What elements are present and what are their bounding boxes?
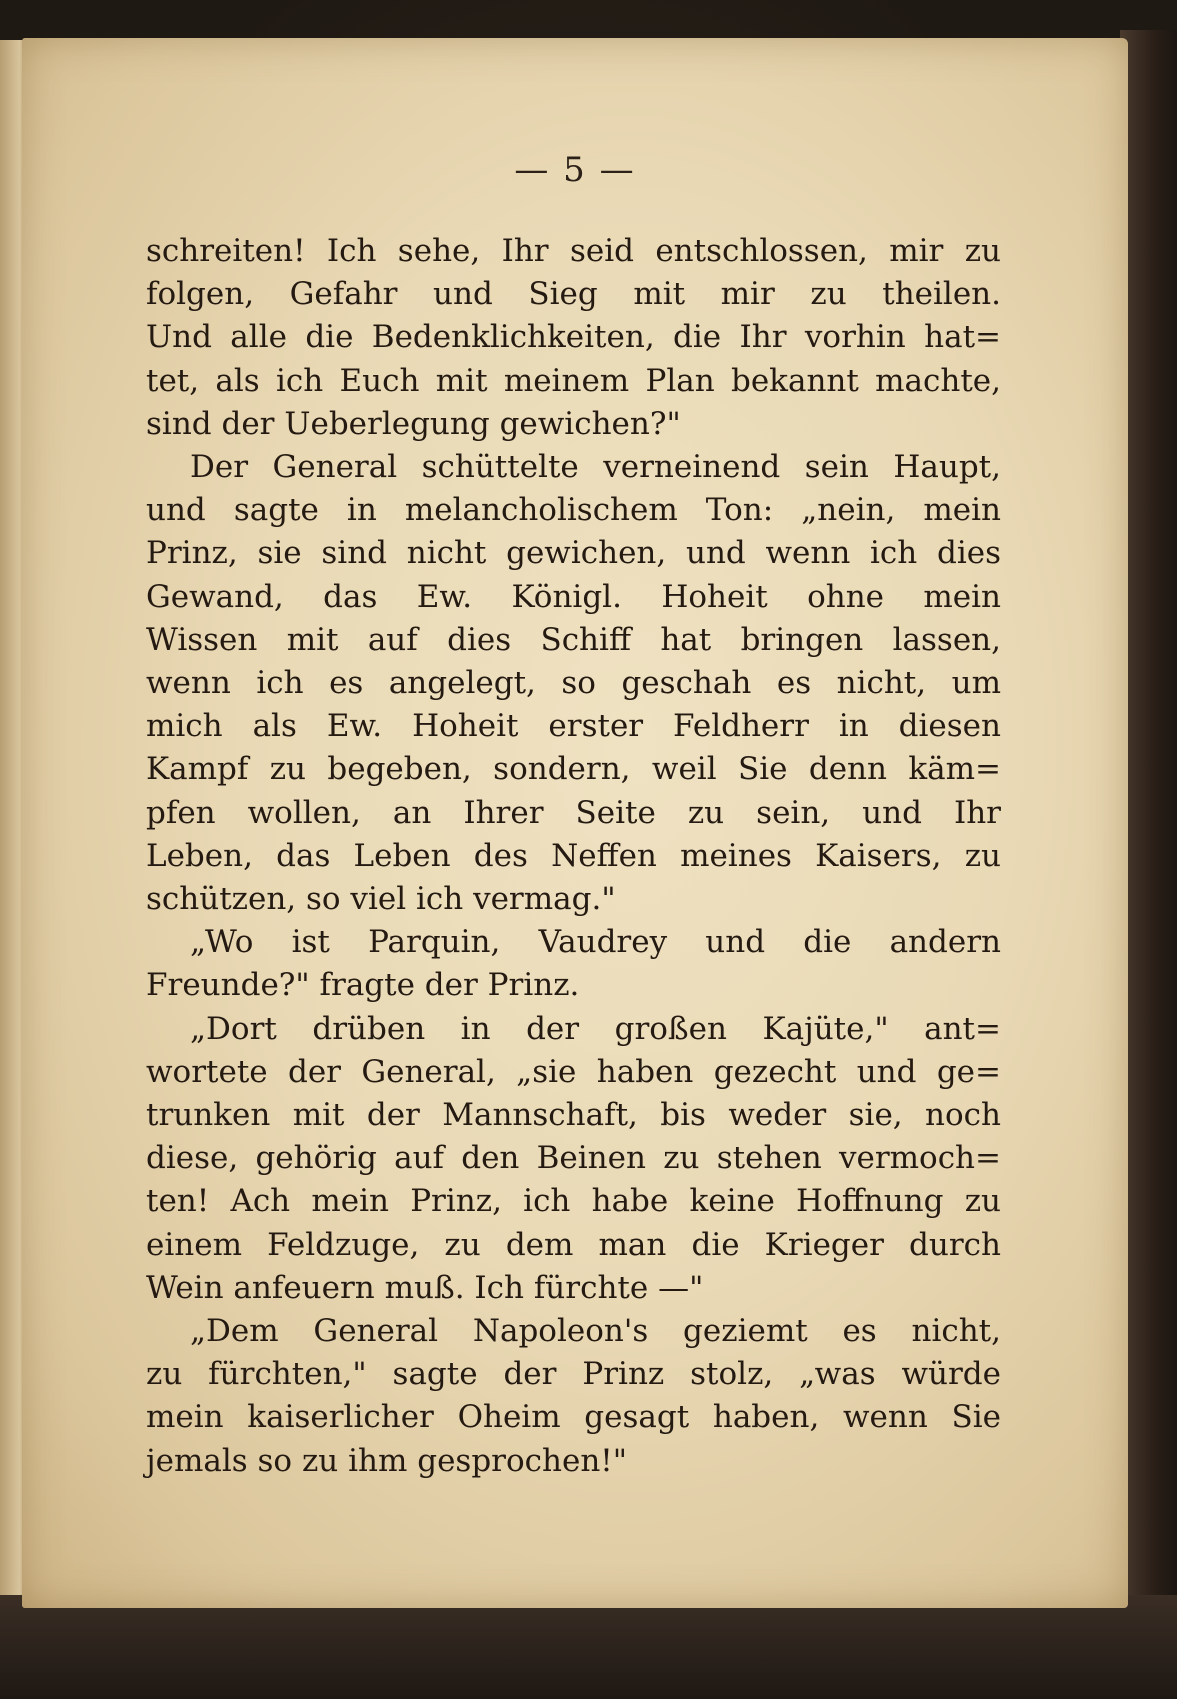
text-line: „Dort drüben in der großen Kajüte," ant= [190, 1010, 1001, 1047]
text-line: schreiten! Ich sehe, Ihr seid entschlossen, mir zu [146, 233, 1001, 269]
body-text [146, 230, 1001, 1483]
text-line: trunken mit der Mannschaft, bis weder sie, noch [146, 1097, 1001, 1134]
text-line: Der General schüttelte verneinend sein Haupt, [190, 449, 1001, 486]
text-line: schützen, so viel ich vermag." [146, 881, 616, 918]
page-number: — 5 — [514, 150, 636, 190]
text-line: Freunde?" fragte der Prinz. [146, 967, 580, 1004]
text-line: ten! Ach mein Prinz, ich habe keine Hoffnung zu [146, 1183, 1001, 1220]
text-line: Gewand, das Ew. Königl. Hoheit ohne mein [146, 578, 1001, 615]
text-line: Wissen mit auf dies Schiff hat bringen lassen, [146, 621, 1001, 658]
text-line: mein kaiserlicher Oheim gesagt haben, wenn Sie [146, 1399, 1001, 1436]
book-cover-edge-right [1120, 30, 1177, 1670]
text-line: „Dem General Napoleon's geziemt es nicht, [190, 1313, 1001, 1350]
text-line: diese, gehörig auf den Beinen zu stehen vermoch= [146, 1140, 1001, 1177]
text-line: und sagte in melancholischem Ton: „nein, mein [146, 492, 1001, 529]
text-line: pfen wollen, an Ihrer Seite zu sein, und Ihr [146, 794, 1001, 831]
text-line: „Wo ist Parquin, Vaudrey und die andern [190, 924, 1001, 961]
text-line: Wein anfeuern muß. Ich fürchte —" [146, 1269, 704, 1306]
text-line: folgen, Gefahr und Sieg mit mir zu theilen. [146, 276, 1001, 313]
text-line: Leben, das Leben des Neffen meines Kaisers, zu [146, 837, 1001, 874]
text-line: wenn ich es angelegt, so geschah es nicht, um [146, 665, 1001, 702]
book-cover-edge-bottom [0, 1595, 1177, 1699]
text-line: Und alle die Bedenklichkeiten, die Ihr vorhin hat= [146, 319, 1001, 356]
page-sheet [22, 38, 1128, 1608]
text-line: sind der Ueberlegung gewichen?" [146, 405, 681, 442]
text-line: mich als Ew. Hoheit erster Feldherr in diesen [146, 708, 1001, 745]
text-line: Kampf zu begeben, sondern, weil Sie denn käm= [146, 751, 1001, 788]
text-line: tet, als ich Euch mit meinem Plan bekannt machte, [146, 362, 1001, 399]
text-line: jemals so zu ihm gesprochen!" [146, 1442, 627, 1479]
text-line: Prinz, sie sind nicht gewichen, und wenn ich dies [146, 535, 1001, 572]
text-line: einem Feldzuge, zu dem man die Krieger durch [146, 1226, 1001, 1263]
text-line: wortete der General, „sie haben gezecht und ge= [146, 1053, 1001, 1090]
text-line: zu fürchten," sagte der Prinz stolz, „was würde [146, 1356, 1001, 1393]
